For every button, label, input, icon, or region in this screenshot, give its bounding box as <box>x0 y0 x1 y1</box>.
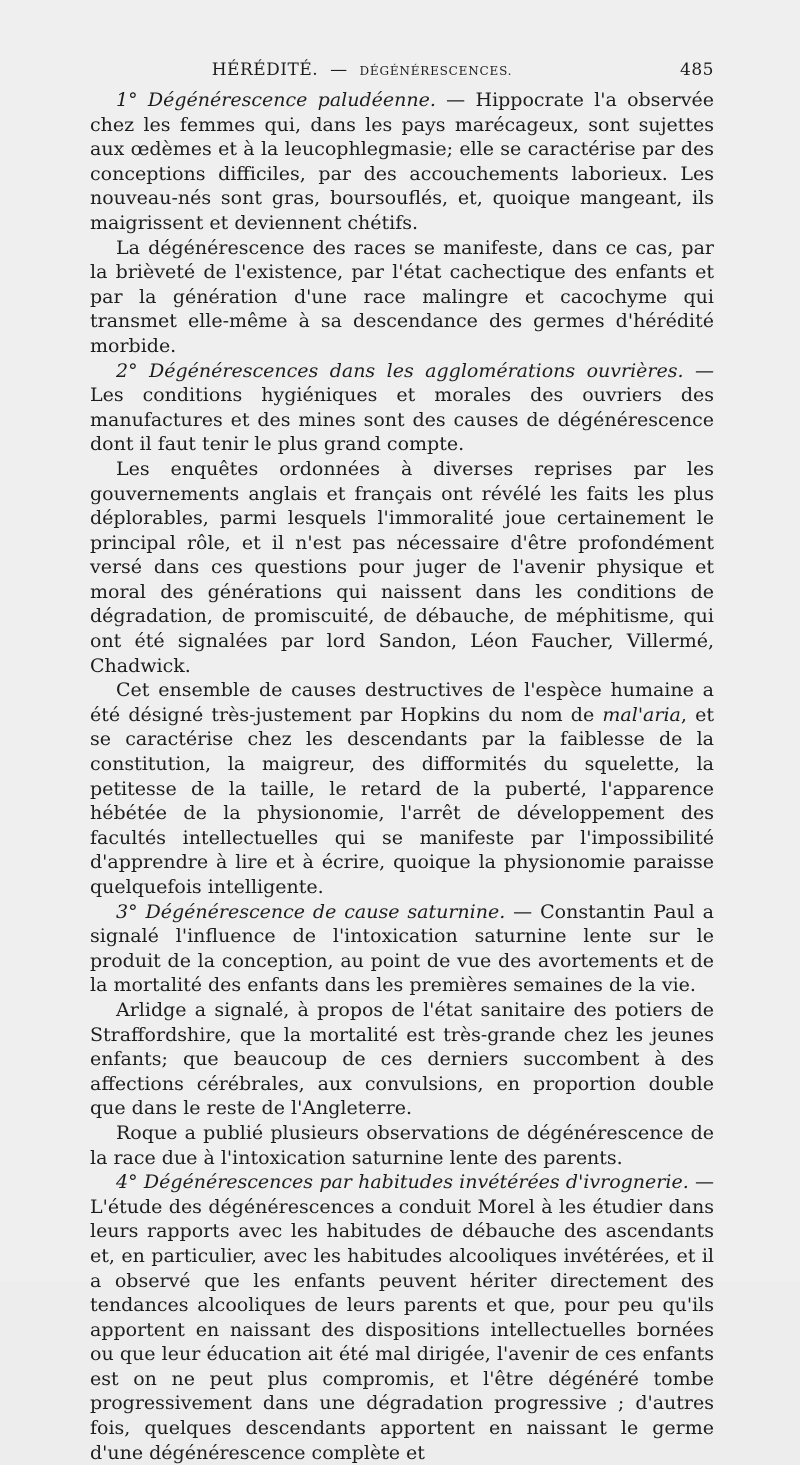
paragraph-text: Cet ensemble de causes destructives de l'espèce humaine a été désigné très-justement par Hopkins du nom de <box>90 679 714 726</box>
paragraph-text: La dégénérescence des races se manifeste, dans ce cas, par la brièveté de l'existence, par l'état cachectique des enfants et par la génération d'une race malingre et cacochyme qui transmet elle-même à sa descendance des germes d'hérédité morbide. <box>90 236 714 357</box>
paragraph-7 <box>90 998 714 1121</box>
section-heading-2: 2° Dégénérescences dans les agglomérations ouvrières. <box>116 359 684 382</box>
section-heading-1: 1° Dégénérescence paludéenne. <box>116 89 436 111</box>
paragraph-4 <box>90 457 714 678</box>
paragraph-3 <box>90 359 714 457</box>
paragraph-text: , et se caractérise chez les descendants par la faiblesse de la constitution, la maigreur, des difformités du squelette, la petitesse de la taille, le retard de la puberté, l'apparence hébétée de la physionomie, l'arrêt de développement des facultés intellectuelles qui se manifeste par l'impossibilité d'apprendre à lire et à écrire, quoique la physionomie paraisse quelquefois intelligente. <box>90 703 714 898</box>
paragraph-text: Roque a publié plusieurs observations de dégénérescence de la race due à l'intoxication saturnine lente des parents. <box>90 1121 714 1169</box>
section-heading-3: 3° Dégénérescence de cause saturnine. <box>116 900 506 923</box>
paragraph-text: Les enquêtes ordonnées à diverses reprises par les gouvernements anglais et français ont révélé les faits les plus déplorables, parmi lesquels l'immoralité joue certainement le principal rôle, et il n'est pas nécessaire d'être profondément versé dans ces questions pour juger de l'avenir physique et moral des générations qui naissent dans les conditions de dégradation, de promiscuité, de débauche, de méphitisme, qui ont été signalées par lord Sandon, Léon Faucher, Villermé, Chadwick. <box>90 457 714 677</box>
page-number: 485 <box>680 60 714 80</box>
paragraph-text: Arlidge a signalé, à propos de l'état sanitaire des potiers de Straffordshire, que la mortalité est très-grande chez les jeunes enfants; que beaucoup de ces derniers succombent à des affections cérébrales, aux convulsions, en proportion double que dans le reste de l'Angleterre. <box>90 998 714 1120</box>
italic-term: mal'aria <box>602 703 681 726</box>
paragraph-text: — Les conditions hygiéniques et morales des ouvriers des manufactures et des mines sont des causes de dégénérescence dont il faut tenir le plus grand compte. <box>90 359 714 456</box>
page-body <box>90 88 714 1465</box>
header-subtitle: DÉGÉNÉRESCENCES. <box>359 64 513 78</box>
paragraph-5 <box>90 678 714 899</box>
paragraph-1 <box>90 88 714 236</box>
paragraph-text: — Hippocrate l'a observée chez les femmes qui, dans les pays marécageux, sont sujettes aux œdèmes et à la leucophlegmasie; elle se caractérise par des conceptions difficiles, par des accouchements laborieux. Les nouveau-nés sont gras, boursouflés, et, quoique mangeant, ils maigrissent et deviennent chétifs. <box>90 89 714 234</box>
header-separator: — <box>330 60 348 80</box>
paragraph-8 <box>90 1121 714 1170</box>
header-title: HÉRÉDITÉ. <box>211 60 319 80</box>
paragraph-6 <box>90 900 714 998</box>
paragraph-2 <box>90 236 714 359</box>
running-title <box>90 60 714 80</box>
running-header <box>90 52 714 88</box>
paragraph-text: — Constantin Paul a signalé l'influence de l'intoxication saturnine lente sur le produit de la conception, au point de vue des avortements et de la mortalité des enfants dans les premières semaines de la vie. <box>90 900 714 997</box>
section-heading-4: 4° Dégénérescences par habitudes invétérées d'ivrognerie. <box>116 1171 689 1194</box>
paragraph-text: — L'étude des dégénérescences a conduit Morel à les étudier dans leurs rapports avec les habitudes de débauche des ascendants et, en particulier, avec les habitudes alcooliques invétérées, et il a observé que les enfants peuvent hériter directement des tendances alcooliques de leurs parents et que, pour peu qu'ils apportent en naissant des dispositions intellectuelles bornées ou que leur éducation ait été mal dirigée, l'avenir de ces enfants est on ne peut plus compromis, et l'être dégénéré tombe progressivement dans une dégradation progressive ; d'autres fois, quelques descendants apportent en naissant le germe d'une dégénérescence complète et <box>90 1171 714 1464</box>
paragraph-9 <box>90 1170 714 1465</box>
